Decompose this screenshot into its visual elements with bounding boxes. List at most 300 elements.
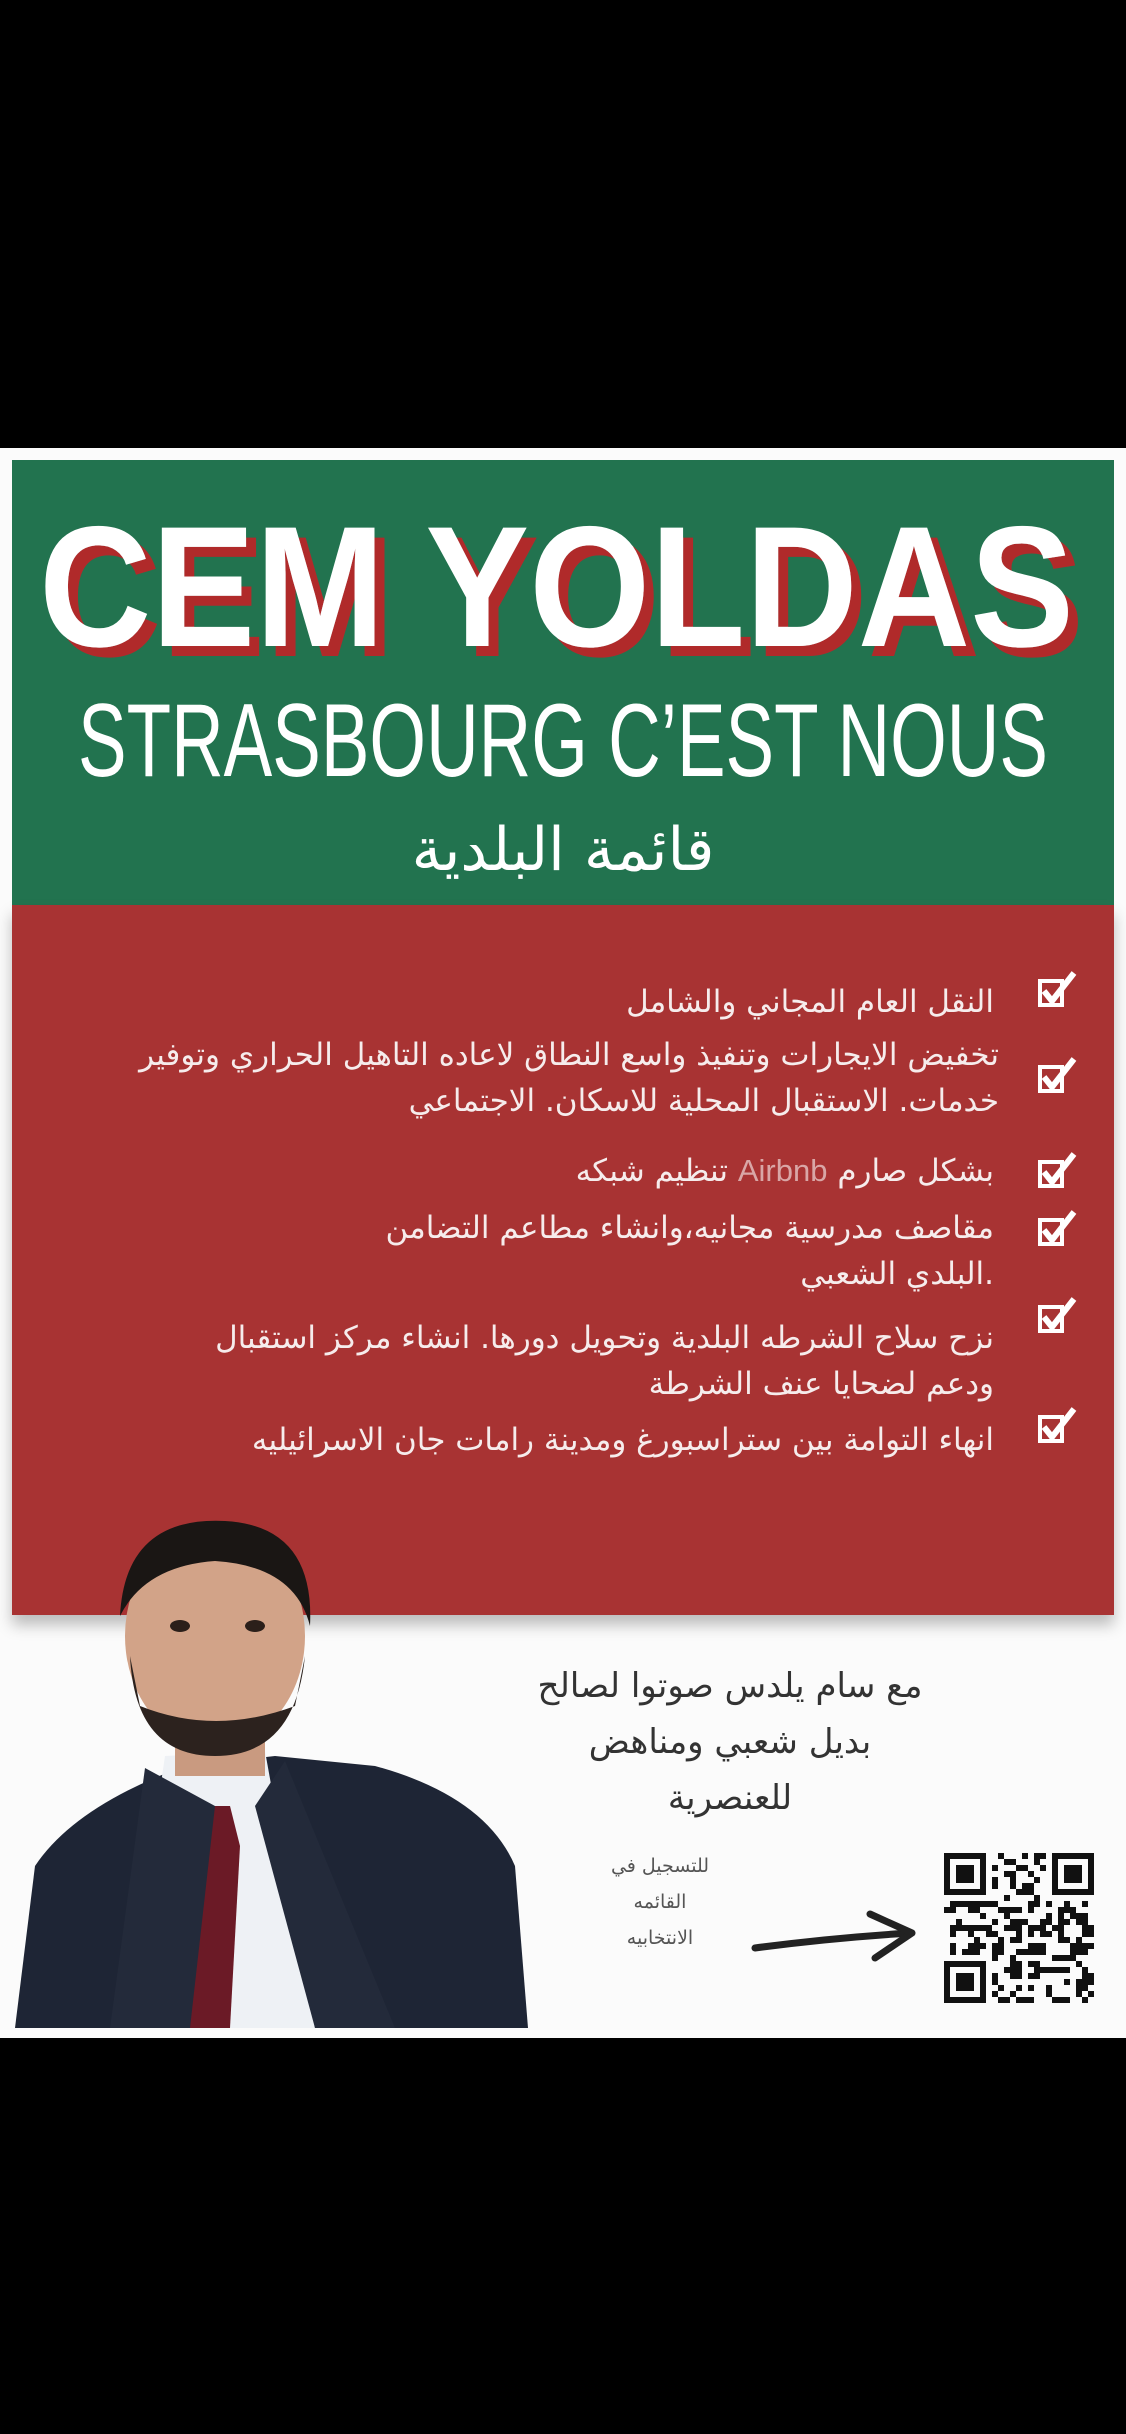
qr-module xyxy=(962,1889,968,1895)
qr-module xyxy=(1076,1961,1082,1967)
qr-module xyxy=(1076,1853,1082,1859)
qr-module xyxy=(950,1949,956,1955)
checkbox-icon xyxy=(1036,1055,1078,1097)
qr-module xyxy=(1052,1883,1058,1889)
qr-module xyxy=(1058,1889,1064,1895)
qr-module xyxy=(1034,1859,1040,1865)
campaign-poster xyxy=(0,448,1126,2038)
qr-module xyxy=(992,1877,998,1883)
qr-module xyxy=(992,1955,998,1961)
qr-module xyxy=(944,1997,950,2003)
qr-module xyxy=(986,1931,992,1937)
qr-module xyxy=(974,1907,980,1913)
qr-module xyxy=(1028,1871,1034,1877)
qr-module xyxy=(1064,1919,1070,1925)
qr-module xyxy=(1052,1925,1058,1931)
qr-module xyxy=(1088,1931,1094,1937)
qr-module xyxy=(956,1889,962,1895)
qr-module xyxy=(998,1985,1004,1991)
qr-module xyxy=(998,1907,1004,1913)
register-line: للتسجيل في xyxy=(610,1855,710,1877)
item-text: خدمات. الاستقبال المحلية للاسكان. الاجتماعي xyxy=(408,1083,999,1119)
qr-module xyxy=(1010,1919,1016,1925)
qr-module xyxy=(1016,1931,1022,1937)
qr-module xyxy=(1028,1949,1034,1955)
qr-module xyxy=(1058,1967,1064,1973)
qr-module xyxy=(980,1961,986,1967)
qr-module xyxy=(980,1853,986,1859)
qr-module xyxy=(1058,1925,1064,1931)
qr-module xyxy=(1076,1985,1082,1991)
checkbox-icon xyxy=(1036,1295,1078,1337)
list-subtitle: قائمة البلدية xyxy=(411,815,715,885)
qr-module xyxy=(1046,1931,1052,1937)
qr-module xyxy=(1088,1883,1094,1889)
qr-module xyxy=(980,1973,986,1979)
qr-module xyxy=(944,1979,950,1985)
qr-module xyxy=(980,1943,986,1949)
qr-module xyxy=(1010,1937,1016,1943)
qr-module xyxy=(1046,1919,1052,1925)
qr-module xyxy=(1022,1919,1028,1925)
qr-module xyxy=(1016,1889,1022,1895)
qr-module xyxy=(1016,1985,1022,1991)
qr-module xyxy=(1010,1871,1016,1877)
qr-module xyxy=(1010,1973,1016,1979)
qr-module xyxy=(944,1853,950,1859)
qr-module xyxy=(1010,1955,1016,1961)
program-item xyxy=(626,979,994,1025)
vote-line: للعنصرية xyxy=(667,1778,793,1818)
qr-module xyxy=(962,1901,968,1907)
qr-module xyxy=(944,1859,950,1865)
qr-module xyxy=(950,1997,956,2003)
qr-module xyxy=(1088,1859,1094,1865)
qr-module xyxy=(1022,1883,1028,1889)
qr-module xyxy=(956,1961,962,1967)
qr-module xyxy=(1076,1991,1082,1997)
qr-module xyxy=(1076,1889,1082,1895)
item-text: انهاء التوامة بين ستراسبورغ ومدينة رامات جان الاسرائيليه xyxy=(251,1422,994,1458)
qr-module xyxy=(1010,1907,1016,1913)
qr-module xyxy=(1070,1913,1076,1919)
qr-module xyxy=(1064,1997,1070,2003)
qr-module xyxy=(1052,1877,1058,1883)
qr-module xyxy=(1070,1853,1076,1859)
qr-module xyxy=(1088,1943,1094,1949)
qr-module xyxy=(1046,1901,1052,1907)
qr-module xyxy=(1040,1949,1046,1955)
qr-module xyxy=(1082,1979,1088,1985)
qr-module xyxy=(974,1925,980,1931)
program-item xyxy=(215,1315,994,1407)
qr-module xyxy=(1016,1973,1022,1979)
qr-module xyxy=(1058,1919,1064,1925)
qr-module xyxy=(998,1997,1004,2003)
qr-module xyxy=(1040,1943,1046,1949)
qr-module xyxy=(980,1889,986,1895)
qr-module xyxy=(1016,1907,1022,1913)
qr-module xyxy=(1088,1877,1094,1883)
qr-module xyxy=(1010,1859,1016,1865)
qr-module xyxy=(992,1991,998,1997)
qr-module xyxy=(1082,1901,1088,1907)
qr-module xyxy=(1052,1853,1058,1859)
qr-module xyxy=(1028,1961,1034,1967)
qr-module xyxy=(1004,1871,1010,1877)
qr-module xyxy=(1070,1943,1076,1949)
qr-module xyxy=(974,1901,980,1907)
qr-module xyxy=(1088,1925,1094,1931)
qr-module xyxy=(980,1997,986,2003)
qr-module xyxy=(1076,1871,1082,1877)
qr-module xyxy=(1016,1949,1022,1955)
qr-module xyxy=(1082,1973,1088,1979)
qr-module xyxy=(1034,1895,1040,1901)
qr-module xyxy=(1028,1907,1034,1913)
qr-module xyxy=(1004,1967,1010,1973)
qr-module xyxy=(1070,1865,1076,1871)
qr-module xyxy=(968,1901,974,1907)
qr-module xyxy=(962,1853,968,1859)
qr-module xyxy=(992,1865,998,1871)
qr-module xyxy=(1010,1961,1016,1967)
vote-line: مع سام يلدس صوتوا لصالح xyxy=(537,1666,923,1706)
qr-module xyxy=(1046,1913,1052,1919)
qr-module xyxy=(1058,1913,1064,1919)
qr-module xyxy=(1034,1973,1040,1979)
qr-module xyxy=(998,1949,1004,1955)
vote-line: بديل شعبي ومناهض xyxy=(588,1722,872,1762)
qr-module xyxy=(1028,1931,1034,1937)
qr-module xyxy=(962,1865,968,1871)
qr-module xyxy=(1064,1865,1070,1871)
qr-module xyxy=(1082,1889,1088,1895)
qr-module xyxy=(1058,1997,1064,2003)
qr-module xyxy=(974,1889,980,1895)
qr-module xyxy=(980,1871,986,1877)
vote-message xyxy=(480,1658,980,1826)
qr-module xyxy=(1064,1979,1070,1985)
qr-module xyxy=(956,1871,962,1877)
qr-module xyxy=(992,1973,998,1979)
qr-module xyxy=(1076,1937,1082,1943)
qr-module xyxy=(1016,1919,1022,1925)
qr-module xyxy=(956,1925,962,1931)
qr-module xyxy=(1034,1901,1040,1907)
qr-module xyxy=(1088,1979,1094,1985)
qr-module xyxy=(1082,1967,1088,1973)
qr-module xyxy=(1088,1991,1094,1997)
qr-module xyxy=(968,1973,974,1979)
item-text: ودعم لضحايا عنف الشرطة xyxy=(648,1366,994,1402)
qr-module xyxy=(1052,1955,1058,1961)
qr-module xyxy=(968,1979,974,1985)
qr-module xyxy=(1070,1949,1076,1955)
qr-module xyxy=(1040,1865,1046,1871)
qr-module xyxy=(956,1985,962,1991)
qr-module xyxy=(992,1979,998,1985)
qr-module xyxy=(1010,1877,1016,1883)
qr-module xyxy=(1034,1877,1040,1883)
qr-module xyxy=(968,1889,974,1895)
qr-module xyxy=(1028,1973,1034,1979)
item-text: نزح سلاح الشرطه البلدية وتحويل دورها. انشاء مركز استقبال xyxy=(215,1320,994,1356)
qr-module xyxy=(1076,1919,1082,1925)
header-panel xyxy=(12,460,1114,905)
qr-module xyxy=(1034,1967,1040,1973)
qr-module xyxy=(1088,1853,1094,1859)
qr-module xyxy=(1052,1871,1058,1877)
qr-module xyxy=(1076,1943,1082,1949)
qr-module xyxy=(1076,1877,1082,1883)
qr-module xyxy=(1034,1961,1040,1967)
qr-module xyxy=(974,1997,980,2003)
qr-module xyxy=(1058,1955,1064,1961)
program-item xyxy=(252,1417,994,1463)
qr-module xyxy=(1016,1937,1022,1943)
qr-module xyxy=(1022,1865,1028,1871)
qr-module xyxy=(1082,1853,1088,1859)
checkbox-icon xyxy=(1036,1208,1078,1250)
qr-module xyxy=(1064,1889,1070,1895)
qr-module xyxy=(1082,1919,1088,1925)
qr-module xyxy=(992,1949,998,1955)
qr-module xyxy=(992,1931,998,1937)
qr-module xyxy=(1046,1967,1052,1973)
qr-module xyxy=(992,1883,998,1889)
qr-module xyxy=(1064,1967,1070,1973)
qr-module xyxy=(962,1925,968,1931)
qr-module xyxy=(944,1973,950,1979)
qr-module xyxy=(962,1997,968,2003)
qr-module xyxy=(1082,1949,1088,1955)
qr-module xyxy=(1040,1919,1046,1925)
qr-module xyxy=(1088,1871,1094,1877)
qr-module xyxy=(1064,1871,1070,1877)
qr-module xyxy=(968,1985,974,1991)
qr-module xyxy=(1028,1889,1034,1895)
qr-module xyxy=(1004,1907,1010,1913)
qr-module xyxy=(956,1979,962,1985)
checkbox-icon xyxy=(1036,969,1078,1011)
qr-module xyxy=(980,1925,986,1931)
qr-module xyxy=(1070,1955,1076,1961)
qr-module xyxy=(1070,1871,1076,1877)
qr-module xyxy=(1046,1991,1052,1997)
qr-module xyxy=(1088,1973,1094,1979)
qr-module xyxy=(1082,1997,1088,2003)
item-text: .البلدي الشعبي xyxy=(800,1256,994,1292)
qr-module xyxy=(956,1997,962,2003)
qr-module xyxy=(956,1877,962,1883)
qr-module xyxy=(1058,1931,1064,1937)
qr-module xyxy=(1004,1997,1010,2003)
item-text: مقاصف مدرسية مجانيه،وانشاء مطاعم التضامن xyxy=(385,1210,994,1246)
qr-module xyxy=(1004,1925,1010,1931)
qr-module xyxy=(1076,1913,1082,1919)
qr-module xyxy=(962,1871,968,1877)
qr-module xyxy=(992,1943,998,1949)
qr-module xyxy=(944,1985,950,1991)
qr-module xyxy=(1040,1967,1046,1973)
qr-module xyxy=(956,1919,962,1925)
qr-module xyxy=(962,1961,968,1967)
qr-module xyxy=(950,1889,956,1895)
qr-module xyxy=(944,1889,950,1895)
qr-module xyxy=(1028,1925,1034,1931)
checkbox-icon xyxy=(1036,1405,1078,1447)
qr-module xyxy=(998,1853,1004,1859)
qr-module xyxy=(1016,1967,1022,1973)
qr-module xyxy=(1028,1901,1034,1907)
qr-module xyxy=(1034,1925,1040,1931)
qr-module xyxy=(944,1871,950,1877)
qr-module xyxy=(980,1859,986,1865)
qr-module xyxy=(962,1979,968,1985)
qr-module xyxy=(998,1937,1004,1943)
qr-module xyxy=(1022,1853,1028,1859)
qr-module xyxy=(944,1877,950,1883)
qr-module xyxy=(1052,1865,1058,1871)
qr-module xyxy=(992,1919,998,1925)
qr-module xyxy=(1082,1943,1088,1949)
qr-module xyxy=(962,1949,968,1955)
qr-module xyxy=(968,1961,974,1967)
qr-module xyxy=(980,1913,986,1919)
qr-module xyxy=(1010,1925,1016,1931)
candidate-name: CEM YOLDAS xyxy=(39,491,1074,683)
qr-module xyxy=(956,1865,962,1871)
qr-module xyxy=(1052,1997,1058,2003)
qr-module xyxy=(1082,1931,1088,1937)
qr-module xyxy=(1034,1949,1040,1955)
qr-module xyxy=(1010,1883,1016,1889)
qr-module xyxy=(1034,1943,1040,1949)
qr-module xyxy=(1022,1997,1028,2003)
item-text: النقل العام المجاني والشامل xyxy=(626,984,994,1020)
qr-module xyxy=(986,1925,992,1931)
qr-module xyxy=(956,1853,962,1859)
qr-module xyxy=(1040,1931,1046,1937)
qr-module xyxy=(974,1949,980,1955)
qr-module xyxy=(944,1883,950,1889)
qr-module xyxy=(1088,1865,1094,1871)
qr-module xyxy=(1058,1937,1064,1943)
qr-module xyxy=(1088,1889,1094,1895)
qr-module xyxy=(1064,1877,1070,1883)
qr-module xyxy=(1052,1967,1058,1973)
qr-module xyxy=(974,1937,980,1943)
program-item xyxy=(386,1205,994,1297)
qr-module xyxy=(1064,1955,1070,1961)
qr-module xyxy=(1010,1991,1016,1997)
qr-module xyxy=(968,1997,974,2003)
qr-module xyxy=(1070,1907,1076,1913)
qr-module xyxy=(1052,1859,1058,1865)
qr-module xyxy=(1016,1865,1022,1871)
qr-module xyxy=(1076,1949,1082,1955)
qr-module xyxy=(944,1907,950,1913)
arrow-right-icon xyxy=(750,1908,920,1968)
qr-module xyxy=(1028,1883,1034,1889)
qr-module xyxy=(1076,1865,1082,1871)
qr-code[interactable] xyxy=(944,1853,1094,2003)
qr-module xyxy=(1058,1907,1064,1913)
qr-module xyxy=(1064,1853,1070,1859)
qr-module xyxy=(968,1949,974,1955)
qr-module xyxy=(986,1901,992,1907)
airbnb-brand: Airbnb xyxy=(737,1153,828,1188)
qr-module xyxy=(1022,1949,1028,1955)
qr-module xyxy=(1004,1859,1010,1865)
qr-module xyxy=(974,1943,980,1949)
qr-module xyxy=(956,1973,962,1979)
qr-module xyxy=(974,1853,980,1859)
qr-module xyxy=(1010,1967,1016,1973)
qr-module xyxy=(980,1979,986,1985)
qr-module xyxy=(1040,1925,1046,1931)
qr-module xyxy=(968,1853,974,1859)
qr-module xyxy=(944,1865,950,1871)
qr-module xyxy=(1016,1925,1022,1931)
qr-module xyxy=(980,1967,986,1973)
qr-module xyxy=(950,1943,956,1949)
qr-module xyxy=(980,1991,986,1997)
qr-module xyxy=(950,1901,956,1907)
qr-module xyxy=(1040,1853,1046,1859)
qr-module xyxy=(1004,1895,1010,1901)
qr-module xyxy=(968,1865,974,1871)
qr-module xyxy=(1028,1985,1034,1991)
program-item xyxy=(576,1148,994,1194)
item-text: تنظيم شبكه xyxy=(575,1153,738,1189)
qr-module xyxy=(950,1853,956,1859)
qr-module xyxy=(1058,1853,1064,1859)
qr-module xyxy=(950,1961,956,1967)
qr-module xyxy=(1022,1889,1028,1895)
qr-module xyxy=(1052,1889,1058,1895)
checkbox-icon xyxy=(1036,1150,1078,1192)
qr-module xyxy=(950,1907,956,1913)
slogan: STRASBOURG C’EST NOUS xyxy=(78,683,1048,799)
qr-module xyxy=(1064,1901,1070,1907)
qr-module xyxy=(980,1865,986,1871)
qr-module xyxy=(992,1901,998,1907)
qr-module xyxy=(968,1877,974,1883)
qr-module xyxy=(1082,1985,1088,1991)
qr-module xyxy=(968,1907,974,1913)
qr-module xyxy=(1004,1913,1010,1919)
program-item xyxy=(139,1032,999,1124)
qr-module xyxy=(974,1961,980,1967)
qr-module xyxy=(944,1967,950,1973)
qr-module xyxy=(1070,1877,1076,1883)
qr-module xyxy=(968,1871,974,1877)
register-caption xyxy=(585,1848,735,1956)
qr-module xyxy=(1082,1913,1088,1919)
qr-module xyxy=(980,1985,986,1991)
qr-module xyxy=(1028,1943,1034,1949)
qr-module xyxy=(1076,1979,1082,1985)
qr-module xyxy=(980,1901,986,1907)
qr-module xyxy=(968,1943,974,1949)
qr-module xyxy=(968,1925,974,1931)
qr-module xyxy=(1064,1937,1070,1943)
qr-module xyxy=(998,1943,1004,1949)
qr-module xyxy=(1082,1925,1088,1931)
candidate-photo xyxy=(15,1506,528,2028)
